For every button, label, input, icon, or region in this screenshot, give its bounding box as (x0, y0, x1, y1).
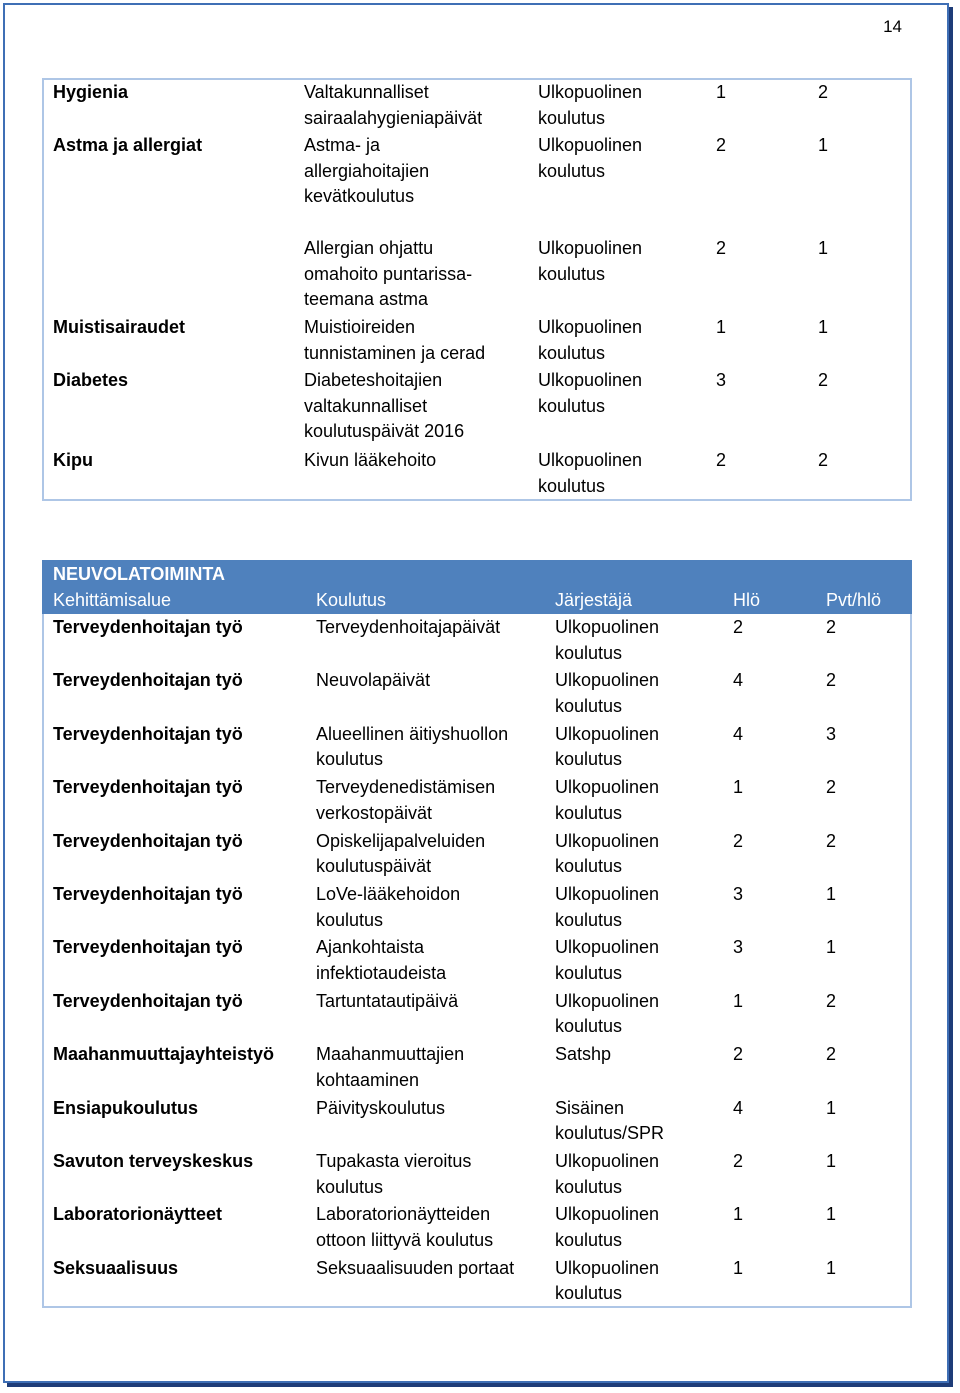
row-persons: 2 (733, 1151, 744, 1171)
row-organizer: Ulkopuolinen (555, 1257, 660, 1278)
row-organizer: koulutus (538, 395, 606, 416)
column-header-area: Kehittämisalue (53, 590, 172, 610)
row-training: koulutus (316, 909, 384, 930)
column-header-days: Pvt/hlö (826, 590, 882, 610)
row-training: LoVe-lääkehoidon (316, 884, 461, 904)
row-days: 2 (826, 617, 837, 637)
row-persons: 2 (716, 450, 727, 470)
row-organizer: Ulkopuolinen (555, 884, 660, 904)
row-persons: 4 (733, 1097, 744, 1118)
row-persons: 2 (716, 238, 727, 258)
row-area: Ensiapukoulutus (53, 1097, 199, 1118)
row-organizer: Ulkopuolinen (555, 937, 660, 958)
row-persons: 1 (733, 1257, 744, 1278)
row-organizer: Ulkopuolinen (555, 830, 660, 851)
row-area: Astma ja allergiat (53, 135, 203, 155)
row-days: 1 (826, 937, 837, 958)
row-training: Laboratorionäytteiden (316, 1204, 491, 1225)
row-days: 2 (826, 777, 837, 798)
row-persons: 1 (733, 777, 744, 798)
row-persons: 4 (733, 723, 744, 744)
row-organizer: Ulkopuolinen (538, 450, 643, 470)
row-persons: 2 (716, 135, 727, 155)
row-training: Kivun lääkehoito (304, 450, 437, 470)
row-days: 2 (818, 450, 829, 470)
row-days: 2 (826, 670, 837, 691)
row-days: 2 (818, 82, 829, 102)
row-training: koulutuspäivät 2016 (304, 421, 465, 442)
row-persons: 2 (733, 1044, 744, 1065)
row-training: Astma- ja (304, 135, 381, 155)
page-number: 14 (883, 17, 902, 36)
row-organizer: Ulkopuolinen (555, 777, 660, 798)
row-training: teemana astma (304, 289, 429, 310)
row-training: Terveydenhoitajapäivät (316, 617, 501, 637)
row-persons: 3 (733, 884, 744, 904)
row-organizer: Ulkopuolinen (538, 370, 643, 390)
column-header-persons: Hlö (733, 590, 761, 610)
row-persons: 3 (716, 370, 727, 390)
row-organizer: koulutus/SPR (555, 1123, 665, 1144)
row-training: Maahanmuuttajien (316, 1044, 465, 1065)
row-area: Maahanmuuttajayhteistyö (53, 1044, 275, 1065)
row-organizer: Ulkopuolinen (555, 723, 660, 744)
row-organizer: koulutus (555, 642, 623, 663)
row-area: Hygienia (53, 82, 129, 102)
row-organizer: koulutus (538, 342, 606, 363)
row-training: koulutus (316, 749, 384, 770)
row-organizer: Ulkopuolinen (538, 238, 643, 258)
row-training: Alueellinen äitiyshuollon (316, 723, 509, 744)
row-organizer: Ulkopuolinen (555, 1204, 660, 1225)
row-training: Valtakunnalliset (304, 82, 429, 102)
row-organizer: koulutus (555, 802, 623, 823)
row-training: koulutuspäivät (316, 856, 432, 877)
row-days: 1 (826, 1204, 837, 1225)
row-training: Muistioireiden (304, 317, 416, 337)
row-days: 2 (826, 830, 837, 851)
row-training: omahoito puntarissa- (304, 263, 473, 284)
row-persons: 1 (733, 1204, 744, 1225)
row-area: Muistisairaudet (53, 317, 186, 337)
row-training: infektiotaudeista (316, 963, 447, 983)
row-area: Terveydenhoitajan työ (53, 670, 243, 691)
row-persons: 3 (733, 937, 744, 958)
row-persons: 2 (733, 617, 744, 637)
row-organizer: koulutus (555, 856, 623, 877)
row-days: 1 (826, 1151, 837, 1171)
row-organizer: Ulkopuolinen (555, 617, 660, 637)
row-training: Päivityskoulutus (316, 1097, 446, 1118)
row-training: verkostopäivät (316, 802, 433, 823)
row-training: Opiskelijapalveluiden (316, 830, 486, 851)
row-organizer: koulutus (555, 696, 623, 716)
row-training: Diabeteshoitajien (304, 370, 443, 390)
row-area: Terveydenhoitajan työ (53, 777, 243, 798)
row-training: Tupakasta vieroitus (316, 1151, 472, 1171)
row-area: Kipu (53, 450, 93, 470)
row-training: ottoon liittyvä koulutus (316, 1230, 494, 1250)
row-area: Laboratorionäytteet (53, 1204, 223, 1225)
row-organizer: Ulkopuolinen (555, 1151, 660, 1171)
row-days: 2 (826, 1044, 837, 1065)
row-area: Savuton terveyskeskus (53, 1151, 254, 1171)
row-area: Terveydenhoitajan työ (53, 617, 243, 637)
row-training: Tartuntatautipäivä (316, 990, 459, 1011)
row-training: Allergian ohjattu (304, 238, 434, 258)
row-organizer: Ulkopuolinen (538, 82, 643, 102)
row-organizer: koulutus (555, 1230, 623, 1250)
row-training: Terveydenedistämisen (316, 777, 496, 798)
row-days: 1 (818, 238, 829, 258)
row-days: 1 (826, 1097, 837, 1118)
row-organizer: koulutus (555, 749, 623, 770)
row-days: 2 (818, 370, 829, 390)
row-days: 1 (826, 1257, 837, 1278)
row-area: Terveydenhoitajan työ (53, 830, 243, 851)
row-organizer: Ulkopuolinen (538, 317, 643, 337)
row-training: sairaalahygieniapäivät (304, 107, 483, 128)
row-persons: 2 (733, 830, 744, 851)
section-title: NEUVOLATOIMINTA (53, 564, 225, 584)
row-persons: 1 (716, 82, 727, 102)
row-organizer: koulutus (555, 909, 623, 930)
row-days: 2 (826, 990, 837, 1011)
row-organizer: koulutus (555, 963, 623, 983)
row-organizer: Ulkopuolinen (538, 135, 643, 155)
row-days: 1 (818, 317, 829, 337)
row-area: Terveydenhoitajan työ (53, 723, 243, 744)
row-training: kevätkoulutus (304, 186, 415, 207)
row-training: tunnistaminen ja cerad (304, 342, 486, 363)
row-organizer: koulutus (538, 160, 606, 181)
row-days: 3 (826, 723, 837, 744)
column-header-training: Koulutus (316, 590, 387, 610)
row-persons: 1 (733, 990, 744, 1011)
row-organizer: koulutus (538, 107, 606, 128)
row-organizer: koulutus (555, 1016, 623, 1037)
row-organizer: koulutus (555, 1176, 623, 1197)
row-training: koulutus (316, 1176, 384, 1197)
row-organizer: Satshp (555, 1044, 612, 1065)
column-header-organizer: Järjestäjä (555, 590, 633, 610)
row-organizer: Sisäinen (555, 1097, 625, 1118)
row-organizer: koulutus (555, 1283, 623, 1304)
row-organizer: koulutus (538, 263, 606, 284)
row-training: Neuvolapäivät (316, 670, 431, 691)
row-training: Seksuaalisuuden portaat (316, 1257, 515, 1278)
row-area: Seksuaalisuus (53, 1257, 179, 1278)
row-organizer: koulutus (538, 475, 606, 496)
row-organizer: Ulkopuolinen (555, 670, 660, 691)
row-training: valtakunnalliset (304, 395, 428, 416)
row-training: Ajankohtaista (316, 937, 425, 958)
row-area: Terveydenhoitajan työ (53, 937, 243, 958)
row-persons: 4 (733, 670, 744, 691)
row-persons: 1 (716, 317, 727, 337)
row-days: 1 (818, 135, 829, 155)
row-training: kohtaaminen (316, 1069, 420, 1090)
row-area: Terveydenhoitajan työ (53, 990, 243, 1011)
row-training: allergiahoitajien (304, 160, 430, 181)
row-area: Terveydenhoitajan työ (53, 884, 243, 904)
row-days: 1 (826, 884, 837, 904)
row-area: Diabetes (53, 370, 129, 390)
row-organizer: Ulkopuolinen (555, 990, 660, 1011)
